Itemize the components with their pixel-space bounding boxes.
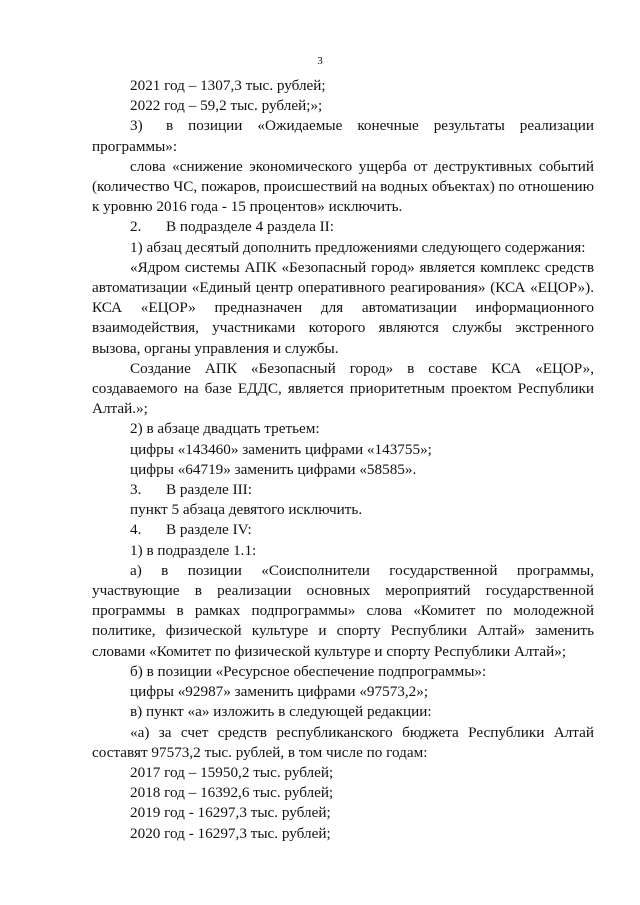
numbered-item [92,217,594,237]
paragraph: 2020 год - 16297,3 тыс. рублей; [130,824,331,842]
item-text: В подразделе 4 раздела II: [166,218,334,236]
paragraph: 2022 год – 59,2 тыс. рублей;»; [130,97,323,115]
paragraph: «а) за счет средств республиканского бюджета Республики Алтай составят 97573,2 тыс. рублей, в том числе по годам: [92,723,594,761]
page-number: 3 [317,55,323,67]
paragraph: б) в позиции «Ресурсное обеспечение подпрограммы»: [130,662,487,680]
numbered-item [92,520,594,540]
paragraph: пункт 5 абзаца девятого исключить. [130,501,363,519]
paragraph: 2018 год – 16392,6 тыс. рублей; [130,784,334,802]
paragraph: цифры «92987» заменить цифрами «97573,2»; [130,683,429,701]
item-number: 3. [130,481,142,499]
paragraph: 2019 год - 16297,3 тыс. рублей; [130,804,331,822]
paragraph: программы»: [92,137,178,155]
paragraph: в) пункт «а» изложить в следующей редакции: [130,703,432,721]
numbered-item [92,480,594,500]
paragraph: 1) абзац десятый дополнить предложениями следующего содержания: [130,238,586,256]
paragraph: 1) в подразделе 1.1: [130,541,257,559]
paragraph: 2) в абзаце двадцать третьем: [130,420,320,438]
paragraph: слова «снижение экономического ущерба от деструктивных событий (количество ЧС, пожаров, происшествий на водных объектах) по отношению к уровню 2016 года - 15 процентов» исключить. [92,157,594,216]
document-body [92,76,594,844]
paragraph: «Ядром системы АПК «Безопасный город» является комплекс средств автоматизации «Единый центр оперативного реагирования» (КСА «ЕЦОР»). КСА «ЕЦОР» предназначен для автоматизации информационного взаимодействия, участниками которого являются службы экстренного вызова, органы управления и службы. [92,258,594,357]
paragraph: цифры «143460» заменить цифрами «143755»; [130,440,432,458]
paragraph: 2017 год – 15950,2 тыс. рублей; [130,763,334,781]
paragraph: а) в позиции «Соисполнители государственной программы, участвующие в реализации основных мероприятий государственной программы в рамках подпрограммы» слова «Комитет по молодежной политике, физической культуре и спорту Республики Алтай» заменить словами «Комитет по физической культуре и спорту Республики Алтай»; [92,561,594,660]
item-number: 3) [130,117,143,135]
paragraph: цифры «64719» заменить цифрами «58585». [130,460,417,478]
paragraph: Создание АПК «Безопасный город» в составе КСА «ЕЦОР», создаваемого на базе ЕДДС, является приоритетным проектом Республики Алтай.»; [92,359,594,418]
numbered-item [92,116,594,136]
paragraph: 2021 год – 1307,3 тыс. рублей; [130,77,326,94]
item-text: в позиции «Ожидаемые конечные результаты реализации [166,117,594,135]
item-number: 4. [130,521,142,539]
item-text: В разделе IV: [166,521,252,539]
item-number: 2. [130,218,142,236]
item-text: В разделе III: [166,481,252,499]
